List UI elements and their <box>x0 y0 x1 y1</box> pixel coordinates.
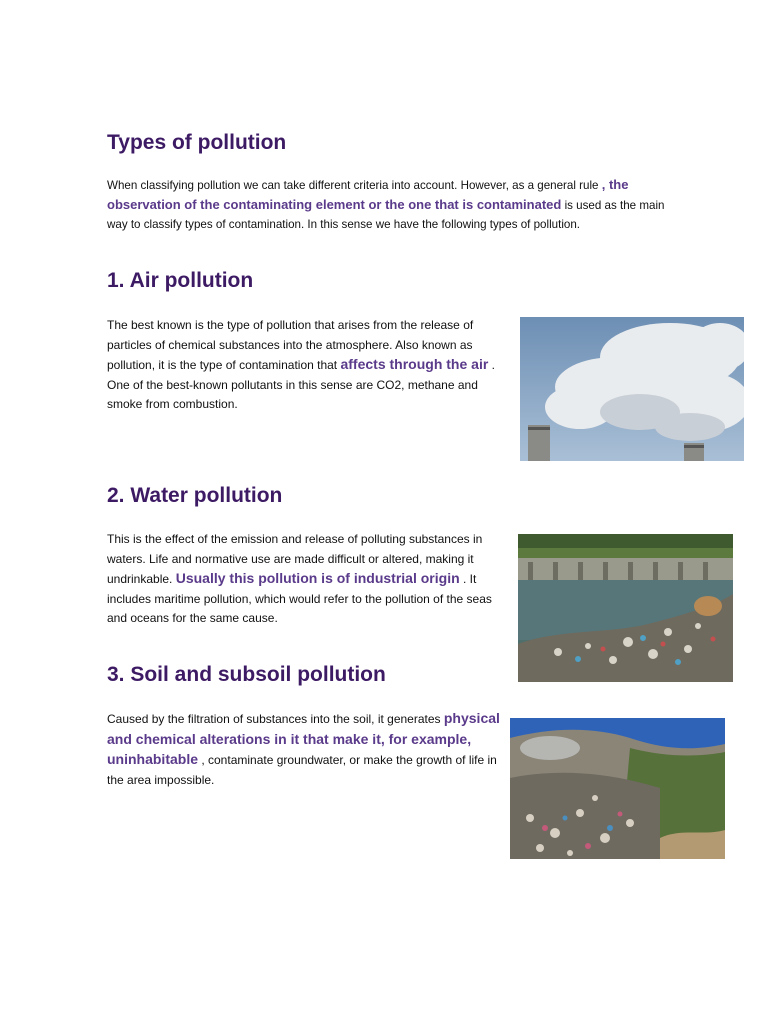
garbage-dump-photo <box>510 718 725 859</box>
section-highlight: Usually this pollution is of industrial origin <box>175 570 460 586</box>
intro-text-end: is used as the main way to classify types of contamination. In this sense we have the following types of pollution. <box>107 199 665 231</box>
section-text-water <box>107 530 507 629</box>
section-text-part: This is the effect of the emission and release of polluting substances in waters. Life and normative use are made difficult or altered, making it undrinkable. <box>107 532 483 586</box>
intro-paragraph <box>107 175 667 234</box>
section-heading-air: 1. Air pollution <box>107 269 254 292</box>
section-text-part: Caused by the filtration of substances into the soil, it generates <box>107 712 441 726</box>
section-text-part: . It includes maritime pollution, which would refer to the pollution of the seas and oceans for the same cause. <box>107 572 492 625</box>
section-text-soil <box>107 709 502 790</box>
section-heading-soil: 3. Soil and subsoil pollution <box>107 663 386 686</box>
section-highlight: affects through the air <box>340 356 489 372</box>
section-highlight: physical and chemical alterations in it that make it, for example, uninhabitable <box>107 710 500 767</box>
page-title: Types of pollution <box>107 131 287 154</box>
section-heading-water: 2. Water pollution <box>107 484 283 507</box>
section-text-part: . One of the best-known pollutants in this sense are CO2, methane and smoke from combustion. <box>107 358 495 411</box>
intro-text: When classifying pollution we can take different criteria into account. However, as a general rule <box>107 179 599 192</box>
polluted-water-photo <box>518 534 733 682</box>
section-text-part: , contaminate groundwater, or make the growth of life in the area impossible. <box>107 753 497 787</box>
factory-smokestacks-photo <box>520 317 744 461</box>
intro-highlight: , the observation of the contaminating element or the one that is contaminated <box>107 177 629 212</box>
section-text-air <box>107 316 507 415</box>
section-text-part: The best known is the type of pollution that arises from the release of particles of chemical substances into the atmosphere. Also known as pollution, it is the type of contamination that <box>107 318 474 372</box>
